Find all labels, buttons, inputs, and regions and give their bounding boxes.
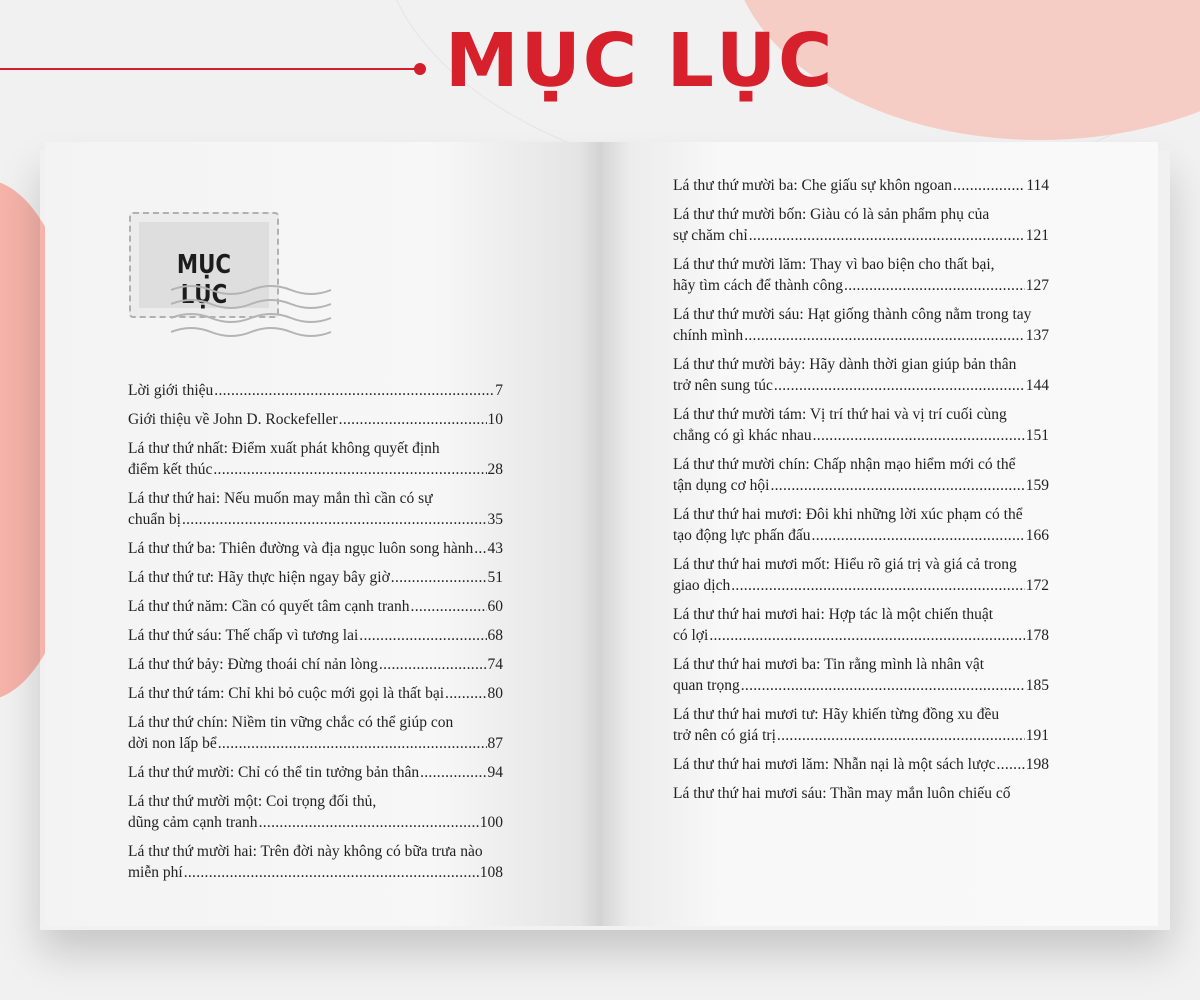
toc-page-number: 172: [1025, 577, 1049, 594]
toc-entry-row: [673, 675, 1049, 696]
toc-entry: [673, 254, 1049, 296]
toc-entry-title: sự chăm chỉ: [673, 227, 748, 244]
toc-entry-line: Lá thư thứ nhất: Điểm xuất phát không quyết định: [128, 440, 440, 457]
toc-entry-row: [128, 654, 503, 675]
toc-page-number: 35: [487, 511, 503, 528]
toc-leader-dots: [741, 675, 1025, 696]
toc-entry-title: Lá thư thứ sáu: Thế chấp vì tương lai: [128, 627, 359, 644]
toc-entry-title: điểm kết thúc: [128, 461, 213, 478]
toc-entry-row: [128, 862, 503, 883]
toc-entry-line: Lá thư thứ mười chín: Chấp nhận mạo hiểm mới có thể: [673, 456, 1016, 473]
toc-entry: [128, 712, 503, 754]
toc-leader-dots: [812, 525, 1025, 546]
toc-entry-title: Lá thư thứ tư: Hãy thực hiện ngay bây giờ: [128, 569, 390, 586]
toc-leader-dots: [774, 375, 1025, 396]
toc-entry: [673, 404, 1049, 446]
toc-entry-title: Lá thư thứ ba: Thiên đường và địa ngục luôn song hành: [128, 540, 474, 557]
toc-leader-dots: [411, 596, 487, 617]
toc-entry-row: [128, 762, 503, 783]
toc-entry: [673, 354, 1049, 396]
toc-leader-dots: [744, 325, 1025, 346]
toc-page-number: 60: [487, 598, 503, 615]
toc-entry-title: chính mình: [673, 327, 744, 344]
toc-page-number: 198: [1025, 756, 1049, 773]
toc-entry-title: tạo động lực phấn đấu: [673, 527, 811, 544]
toc-entry-row: [673, 725, 1049, 746]
toc-page-number: 43: [487, 540, 503, 557]
toc-leader-dots: [777, 725, 1025, 746]
toc-entry-line: Lá thư thứ mười sáu: Hạt giống thành công nằm trong tay: [673, 306, 1032, 323]
toc-entry-row: [128, 812, 503, 833]
toc-entry-line: Lá thư thứ hai: Nếu muốn may mắn thì cần có sự: [128, 490, 433, 507]
toc-entry-row: [673, 325, 1049, 346]
toc-entry: [128, 380, 503, 401]
toc-entry: [673, 504, 1049, 546]
toc-page-number: 108: [479, 864, 503, 881]
header-rule: [0, 68, 418, 70]
toc-entry: [673, 554, 1049, 596]
toc-leader-dots: [813, 425, 1025, 446]
toc-page-number: 68: [487, 627, 503, 644]
toc-entry: [128, 567, 503, 588]
toc-entry-row: [673, 525, 1049, 546]
toc-page-number: 137: [1025, 327, 1049, 344]
toc-leader-dots: [770, 475, 1024, 496]
toc-leader-dots: [213, 459, 486, 480]
toc-entry: [128, 654, 503, 675]
toc-entry-line: Lá thư thứ hai mươi mốt: Hiểu rõ giá trị và giá cả trong: [673, 556, 1017, 573]
toc-leader-dots: [953, 175, 1025, 196]
toc-entry-row: [673, 375, 1049, 396]
toc-entry-line: Lá thư thứ mười hai: Trên đời này không có bữa trưa nào: [128, 843, 483, 860]
toc-entry: [128, 625, 503, 646]
toc-entry-title: quan trọng: [673, 677, 740, 694]
toc-entry-title: có lợi: [673, 627, 709, 644]
toc-entry: [128, 683, 503, 704]
toc-entry: [128, 762, 503, 783]
toc-entry-row: [128, 380, 503, 401]
toc-entry-title: hãy tìm cách để thành công: [673, 277, 844, 294]
toc-page-number: 159: [1025, 477, 1049, 494]
toc-entry-title: miễn phí: [128, 864, 183, 881]
toc-leader-dots: [359, 625, 486, 646]
toc-page-number: 185: [1025, 677, 1049, 694]
toc-entry: [673, 175, 1049, 196]
toc-entry-row: [673, 783, 1049, 804]
toc-entry-row: [128, 625, 503, 646]
toc-list-left: [128, 380, 503, 891]
toc-page-number: 28: [487, 461, 503, 478]
toc-entry-row: [673, 575, 1049, 596]
toc-entry-title: Lá thư thứ bảy: Đừng thoái chí nản lòng: [128, 656, 378, 673]
toc-leader-dots: [184, 862, 479, 883]
toc-leader-dots: [339, 409, 487, 430]
toc-entry-row: [673, 275, 1049, 296]
toc-leader-dots: [474, 538, 486, 559]
toc-entry: [128, 488, 503, 530]
header-dot: [414, 63, 426, 75]
toc-page-number: 74: [487, 656, 503, 673]
toc-entry-title: trở nên sung túc: [673, 377, 773, 394]
toc-leader-dots: [749, 225, 1025, 246]
toc-entry-row: [673, 225, 1049, 246]
toc-page-number: 10: [487, 411, 503, 428]
toc-entry: [673, 704, 1049, 746]
toc-entry: [673, 604, 1049, 646]
toc-entry: [673, 304, 1049, 346]
toc-entry-title: giao dịch: [673, 577, 731, 594]
toc-leader-dots: [214, 380, 494, 401]
toc-entry-line: Lá thư thứ hai mươi ba: Tin rằng mình là nhân vật: [673, 656, 985, 673]
toc-entry-line: Lá thư thứ hai mươi: Đôi khi những lời xúc phạm có thể: [673, 506, 1023, 523]
toc-entry-row: [128, 567, 503, 588]
toc-entry-row: [673, 175, 1049, 196]
toc-entry-row: [673, 425, 1049, 446]
toc-entry: [673, 654, 1049, 696]
toc-entry-row: [128, 459, 503, 480]
toc-entry-row: [128, 509, 503, 530]
toc-entry: [673, 204, 1049, 246]
toc-page-number: 178: [1025, 627, 1049, 644]
toc-entry-title: chẳng có gì khác nhau: [673, 427, 812, 444]
toc-entry-row: [128, 538, 503, 559]
toc-page-number: 121: [1025, 227, 1049, 244]
toc-page-number: 144: [1025, 377, 1049, 394]
toc-page-number: 87: [487, 735, 503, 752]
toc-entry-title: Lá thư thứ tám: Chỉ khi bỏ cuộc mới gọi là thất bại: [128, 685, 445, 702]
toc-entry: [128, 791, 503, 833]
toc-entry-title: Lá thư thứ mười ba: Che giấu sự khôn ngoan: [673, 177, 952, 194]
toc-entry: [673, 754, 1049, 775]
toc-leader-dots: [218, 733, 487, 754]
toc-entry-title: chuẩn bị: [128, 511, 181, 528]
toc-leader-dots: [445, 683, 486, 704]
toc-entry: [673, 783, 1049, 804]
toc-entry-title: Lời giới thiệu: [128, 382, 214, 399]
toc-entry: [128, 596, 503, 617]
toc-page-number: 166: [1025, 527, 1049, 544]
toc-entry-title: Lá thư thứ mười: Chỉ có thể tin tưởng bản thân: [128, 764, 420, 781]
toc-entry-row: [128, 409, 503, 430]
toc-leader-dots: [731, 575, 1025, 596]
toc-entry-title: dũng cảm cạnh tranh: [128, 814, 258, 831]
toc-leader-dots: [420, 762, 486, 783]
toc-leader-dots: [996, 754, 1024, 775]
toc-leader-dots: [259, 812, 479, 833]
toc-leader-dots: [844, 275, 1025, 296]
toc-page-number: 80: [487, 685, 503, 702]
toc-page-number: 7: [495, 382, 503, 399]
toc-page-number: 114: [1026, 177, 1049, 194]
toc-page-number: 127: [1025, 277, 1049, 294]
toc-entry-row: [128, 683, 503, 704]
toc-entry: [128, 438, 503, 480]
toc-entry: [128, 841, 503, 883]
toc-entry-line: Lá thư thứ mười bốn: Giàu có là sản phẩm phụ của: [673, 206, 990, 223]
toc-entry-title: trở nên có giá trị: [673, 727, 776, 744]
toc-entry-title: tận dụng cơ hội: [673, 477, 770, 494]
toc-entry: [128, 409, 503, 430]
toc-entry-row: [673, 625, 1049, 646]
toc-leader-dots: [709, 625, 1024, 646]
toc-entry-title: dời non lấp bể: [128, 735, 217, 752]
toc-entry-line: Lá thư thứ mười tám: Vị trí thứ hai và vị trí cuối cùng: [673, 406, 1007, 423]
toc-page-number: 94: [487, 764, 503, 781]
toc-leader-dots: [379, 654, 487, 675]
toc-entry-title: Lá thư thứ hai mươi sáu: Thần may mắn luôn chiếu cố: [673, 785, 1011, 802]
toc-page-number: 51: [487, 569, 503, 586]
toc-entry-title: Lá thư thứ hai mươi lăm: Nhẫn nại là một sách lược: [673, 756, 996, 773]
toc-entry-row: [673, 475, 1049, 496]
postmark-lines: [171, 282, 341, 340]
left-page: [45, 142, 602, 926]
toc-entry-row: [673, 754, 1049, 775]
toc-entry-row: [128, 596, 503, 617]
toc-entry: [673, 454, 1049, 496]
toc-entry-line: Lá thư thứ hai mươi hai: Hợp tác là một chiến thuật: [673, 606, 994, 623]
stamp-label: MỤC LỤC: [176, 250, 232, 310]
toc-page-number: 100: [479, 814, 503, 831]
toc-page-number: 191: [1025, 727, 1049, 744]
toc-entry-line: Lá thư thứ mười bảy: Hãy dành thời gian giúp bản thân: [673, 356, 1017, 373]
toc-leader-dots: [391, 567, 487, 588]
toc-leader-dots: [182, 509, 487, 530]
toc-list-right: [673, 175, 1049, 812]
toc-entry-line: Lá thư thứ hai mươi tư: Hãy khiến từng đồng xu đều: [673, 706, 1000, 723]
toc-entry-title: Lá thư thứ năm: Cần có quyết tâm cạnh tranh: [128, 598, 410, 615]
toc-page-number: 151: [1025, 427, 1049, 444]
page-title: MỤC LỤC: [445, 18, 835, 104]
toc-entry-line: Lá thư thứ chín: Niềm tin vững chắc có thể giúp con: [128, 714, 454, 731]
toc-entry: [128, 538, 503, 559]
toc-entry-line: Lá thư thứ mười một: Coi trọng đối thủ,: [128, 793, 377, 810]
toc-entry-row: [128, 733, 503, 754]
right-page: [602, 142, 1158, 926]
toc-entry-title: Giới thiệu về John D. Rockefeller: [128, 411, 338, 428]
toc-entry-line: Lá thư thứ mười lăm: Thay vì bao biện cho thất bại,: [673, 256, 995, 273]
